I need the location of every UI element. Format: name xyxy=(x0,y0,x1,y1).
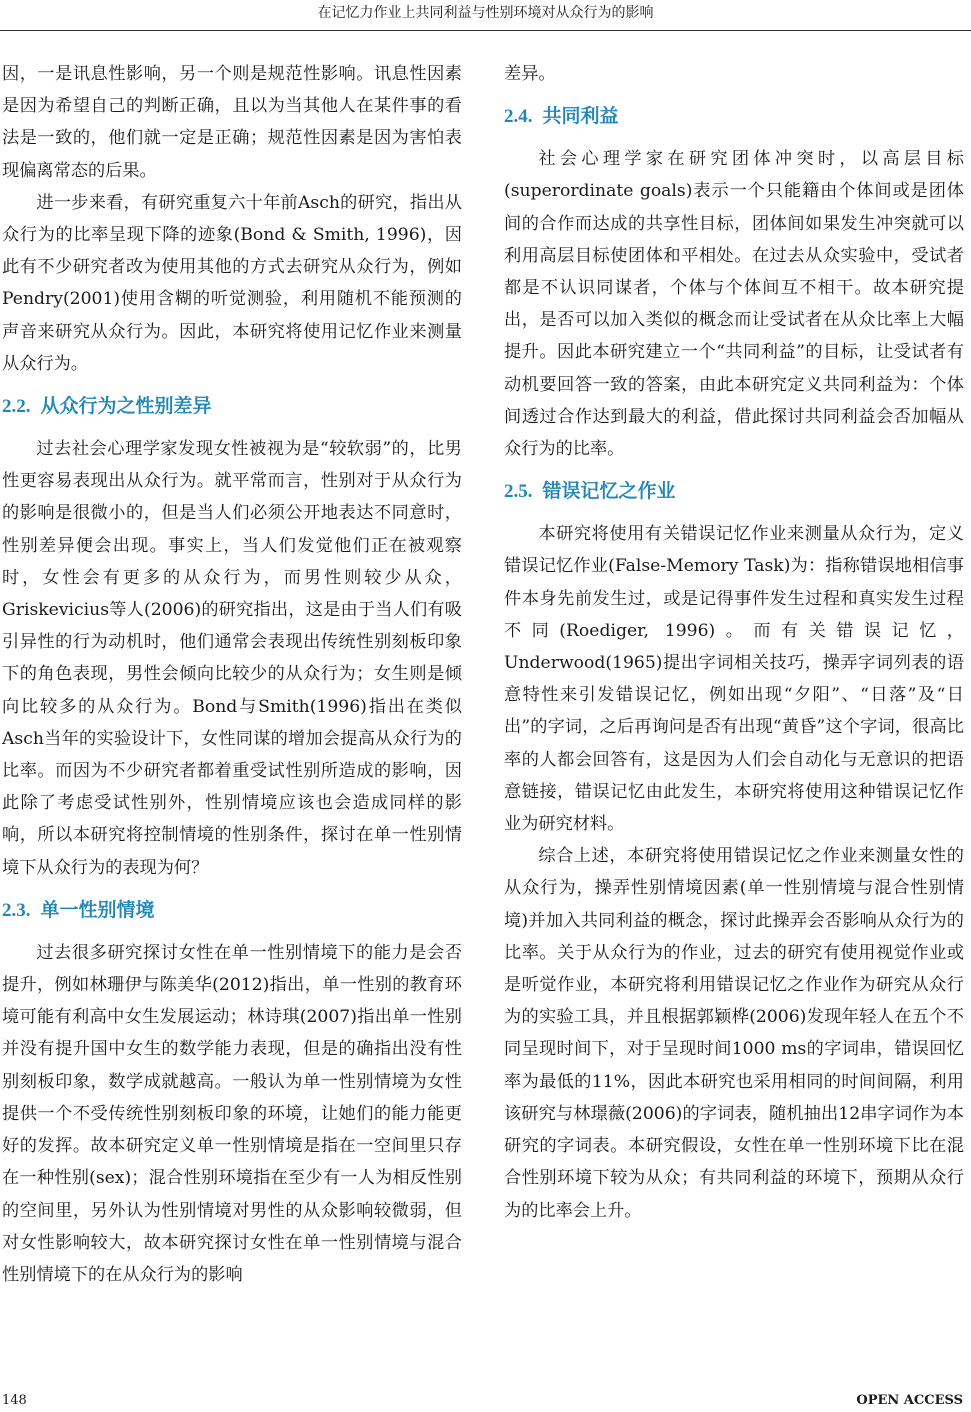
page-number: 148 xyxy=(2,1393,27,1408)
section-title: 单一性别情境 xyxy=(40,898,155,921)
section-title: 错误记忆之作业 xyxy=(542,480,676,503)
paragraph: 差异。 xyxy=(504,64,556,84)
paragraph: 综合上述，本研究将使用错误记忆之作业来测量女性的从众行为，操弄性别情境因素(单一性别情境与混合性别情境)并加入共同利益的概念，探讨此操弄会否影响从众行为的比率。关于从众行为的作业，过去的研究有使用视觉作业或是听觉作业，本研究将利用错误记忆之作业作为研究从众行为的实验工具，并且根据郭颖桦(2006)发现年轻人在五个不同呈现时间下，对于呈现时间1000 ms的字词串，错误回忆率为最低的11%，因此本研究也采用相同的时间间隔，利用该研究与林璟薇(2006)的字词表，随机抽出12串字词作为本研究的字词表。本研究假设，女性在单一性别环境下比在混合性别环境下较为从众；有共同利益的环境下，预期从众行为的比率会上升。 xyxy=(504,846,964,1221)
section-heading-2-2 xyxy=(2,394,462,419)
right-column xyxy=(504,58,964,1227)
paragraph: 社会心理学家在研究团体冲突时，以高层目标(superordinate goals)表示一个只能籍由个体间或是团体间的合作而达成的共享性目标，团体间如果发生冲突就可以利用高层目标使团体和平相处。在过去从众实验中，受试者都是不认识同谋者，个体与个体间互不相干。故本研究提出，是否可以加入类似的概念而让受试者在从众比率上大幅提升。因此本研究建立一个“共同利益”的目标，让受试者有动机要回答一致的答案，由此本研究定义共同利益为：个体间透过合作达到最大的利益，借此探讨共同利益会否加幅从众行为的比率。 xyxy=(504,149,964,460)
page-footer xyxy=(0,1390,971,1412)
running-header xyxy=(0,0,971,31)
section-heading-2-4 xyxy=(504,104,964,129)
section-heading-2-3 xyxy=(2,898,462,923)
section-number: 2.5. xyxy=(504,481,533,503)
section-number: 2.3. xyxy=(2,899,31,921)
running-header-title: 在记忆力作业上共同利益与性别环境对从众行为的影响 xyxy=(317,5,654,21)
paragraph: 进一步来看，有研究重复六十年前Asch的研究，指出从众行为的比率呈现下降的迹象(Bond & Smith, 1996)，因此有不少研究者改为使用其他的方式去研究从众行为，例如Pendry(2001)使用含糊的听觉测验，利用随机不能预测的声音来研究从众行为。因此，本研究将使用记忆作业来测量从众行为。 xyxy=(2,192,462,374)
paragraph: 过去很多研究探讨女性在单一性别情境下的能力是会否提升，例如林珊伊与陈美华(2012)指出，单一性别的教育环境可能有利高中女生发展运动；林诗琪(2007)指出单一性别并没有提升国中女生的数学能力表现，但是的确指出没有性别刻板印象，数学成就越高。一般认为单一性别情境为女性提供一个不受传统性别刻板印象的环境，让她们的能力能更好的发挥。故本研究定义单一性别情境是指在一空间里只存在一种性别(sex)；混合性别环境指在至少有一人为相反性别的空间里，另外认为性别情境对男性的从众影响较微弱，但对女性影响较大，故本研究探讨女性在单一性别情境与混合性别情境下的在从众行为的影响 xyxy=(2,942,462,1285)
paragraph: 因，一是讯息性影响，另一个则是规范性影响。讯息性因素是因为希望自己的判断正确，且以为当其他人在某件事的看法是一致的，他们就一定是正确；规范性因素是因为害怕表现偏离常态的后果。 xyxy=(2,64,462,181)
section-title: 共同利益 xyxy=(542,105,619,128)
paragraph: 本研究将使用有关错误记忆作业来测量从众行为，定义错误记忆作业(False-Memory Task)为：指称错误地相信事件本身先前发生过，或是记得事件发生过程和真实发生过程不同(Roediger, 1996)。而有关错误记忆，Underwood(1965)提出字词相关技巧，操弄字词列表的语意特性来引发错误记忆，例如出现“夕阳”、“日落”及“日出”的字词，之后再询问是否有出现“黄昏”这个字词，很高比率的人都会回答有，这是因为人们会自动化与无意识的把语意链接，错误记忆由此发生，本研究将使用这种错误记忆作业为研究材料。 xyxy=(504,524,964,835)
section-heading-2-5 xyxy=(504,479,964,504)
open-access-label: OPEN ACCESS xyxy=(856,1393,963,1408)
section-title: 从众行为之性别差异 xyxy=(40,395,212,418)
section-number: 2.2. xyxy=(2,396,31,418)
paragraph: 过去社会心理学家发现女性被视为是“较软弱”的，比男性更容易表现出从众行为。就平常而言，性别对于从众行为的影响是很微小的，但是当人们必须公开地表达不同意时，性别差异便会出现。事实上，当人们发觉他们正在被观察时，女性会有更多的从众行为，而男性则较少从众，Griskevicius等人(2006)的研究指出，这是由于当人们有吸引异性的行为动机时，他们通常会表现出传统性别刻板印象下的角色表现，男性会倾向比较少的从众行为；女生则是倾向比较多的从众行为。Bond与Smith(1996)指出在类似Asch当年的实验设计下，女性同谋的增加会提高从众行为的比率。而因为不少研究者都着重受试性别所造成的影响，因此除了考虑受试性别外，性别情境应该也会造成同样的影响，所以本研究将控制情境的性别条件，探讨在单一性别情境下从众行为的表现为何？ xyxy=(2,439,462,878)
left-column xyxy=(2,58,462,1291)
section-number: 2.4. xyxy=(504,106,533,128)
